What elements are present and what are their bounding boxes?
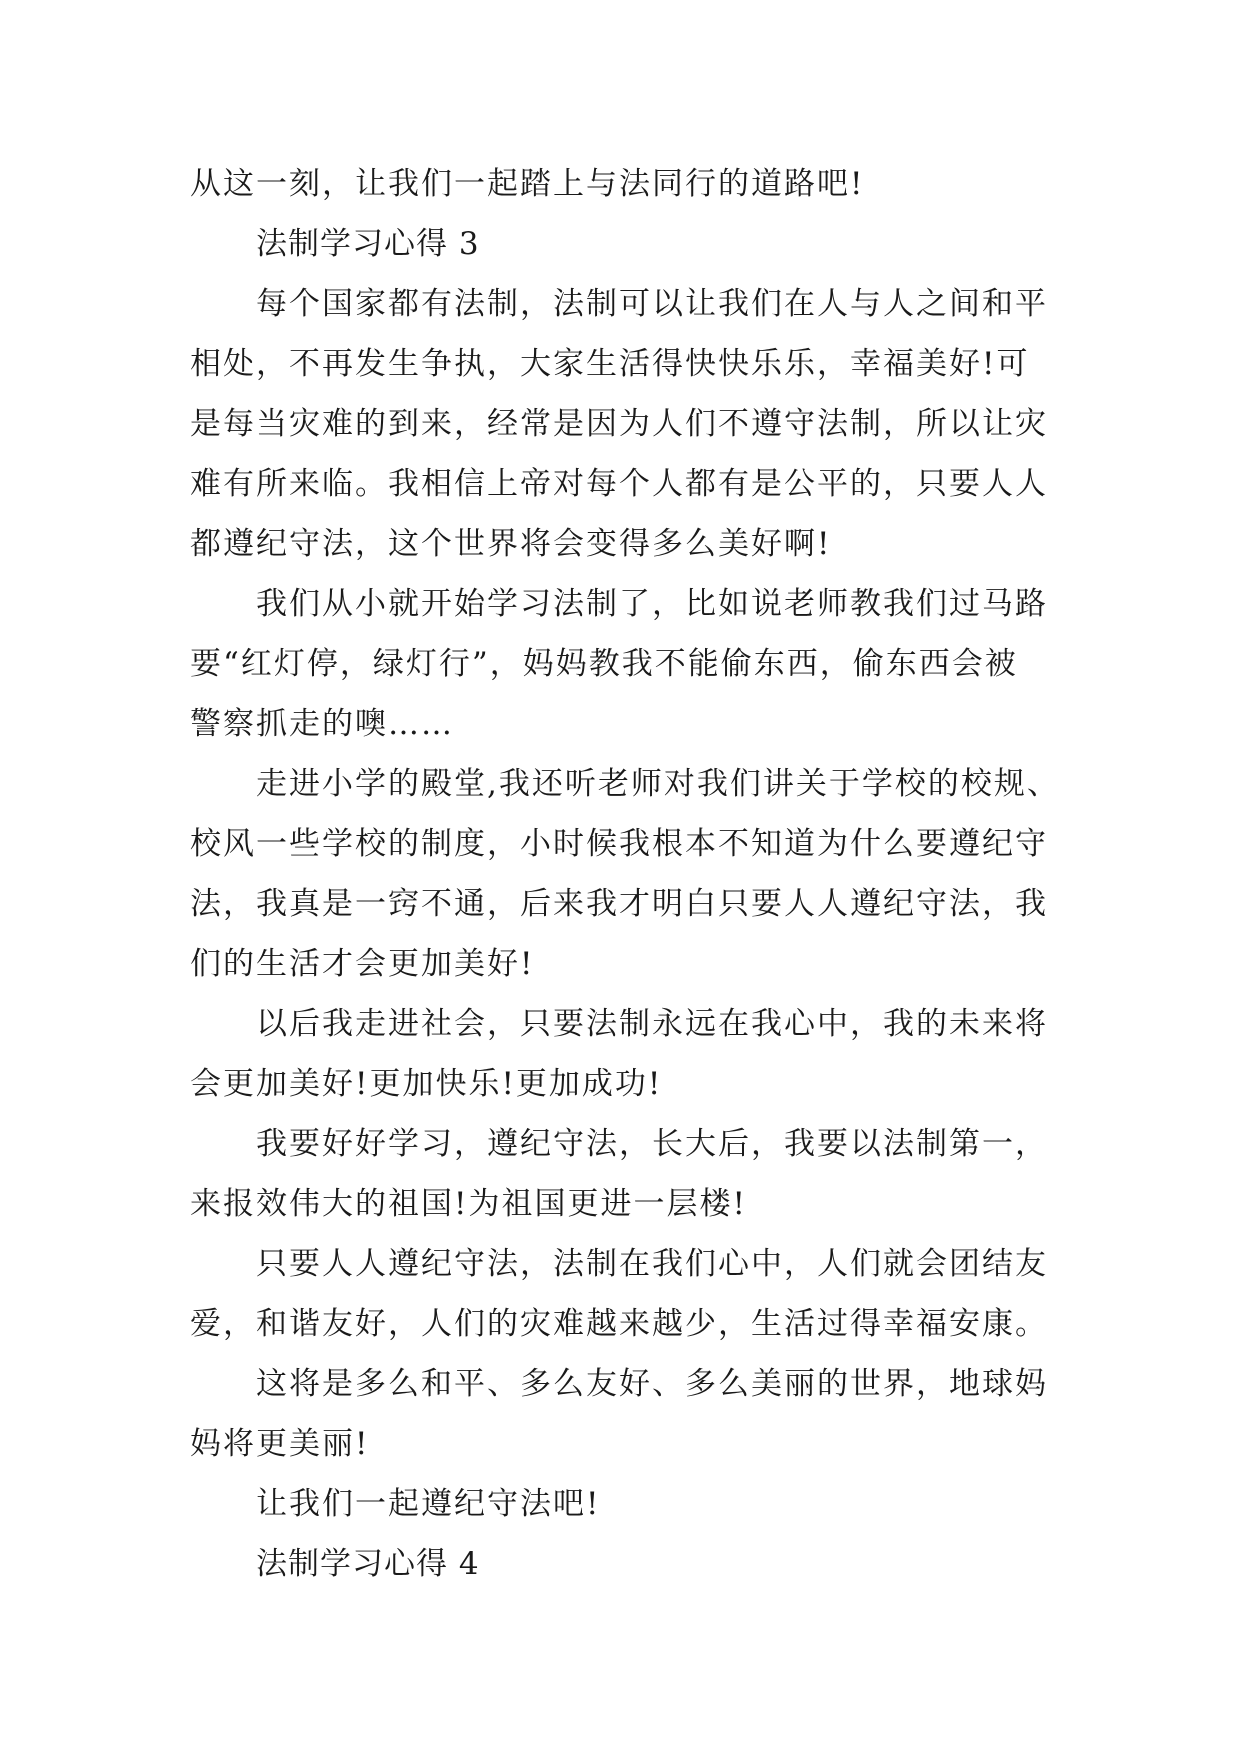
paragraph-line: 法，我真是一窍不通，后来我才明白只要人人遵纪守法，我 [190,886,1048,922]
paragraph-line: 我要好好学习，遵纪守法，长大后，我要以法制第一， [256,1126,1048,1162]
paragraph-line: 从这一刻，让我们一起踏上与法同行的道路吧! [190,166,865,202]
section-heading: 法制学习心得 4 [256,1546,480,1582]
paragraph-line: 来报效伟大的祖国!为祖国更进一层楼! [190,1186,747,1222]
paragraph-line: 走进小学的殿堂,我还听老师对我们讲关于学校的校规、 [256,766,1060,802]
paragraph-line: 是每当灾难的到来，经常是因为人们不遵守法制，所以让灾 [190,406,1048,442]
paragraph-line: 爱，和谐友好，人们的灾难越来越少，生活过得幸福安康。 [190,1306,1048,1342]
paragraph-line: 难有所来临。我相信上帝对每个人都有是公平的，只要人人 [190,466,1048,502]
paragraph-line: 每个国家都有法制，法制可以让我们在人与人之间和平 [256,286,1048,322]
section-heading: 法制学习心得 3 [256,226,480,262]
paragraph-line: 妈将更美丽! [190,1426,370,1462]
paragraph-line: 都遵纪守法，这个世界将会变得多么美好啊! [190,526,832,562]
paragraph-line: 只要人人遵纪守法，法制在我们心中，人们就会团结友 [256,1246,1048,1282]
paragraph-line: 要“红灯停，绿灯行”，妈妈教我不能偷东西，偷东西会被 [190,646,1018,682]
paragraph-line: 让我们一起遵纪守法吧! [256,1486,601,1522]
paragraph-line: 这将是多么和平、多么友好、多么美丽的世界，地球妈 [256,1366,1048,1402]
paragraph-line: 相处，不再发生争执，大家生活得快快乐乐，幸福美好!可 [190,346,1030,382]
paragraph-line: 校风一些学校的制度，小时候我根本不知道为什么要遵纪守 [190,826,1048,862]
paragraph-line: 以后我走进社会，只要法制永远在我心中，我的未来将 [256,1006,1048,1042]
paragraph-line: 我们从小就开始学习法制了，比如说老师教我们过马路 [256,586,1048,622]
paragraph-line: 警察抓走的噢…… [190,706,454,742]
paragraph-line: 会更加美好!更加快乐!更加成功! [190,1066,663,1102]
paragraph-line: 们的生活才会更加美好! [190,946,535,982]
